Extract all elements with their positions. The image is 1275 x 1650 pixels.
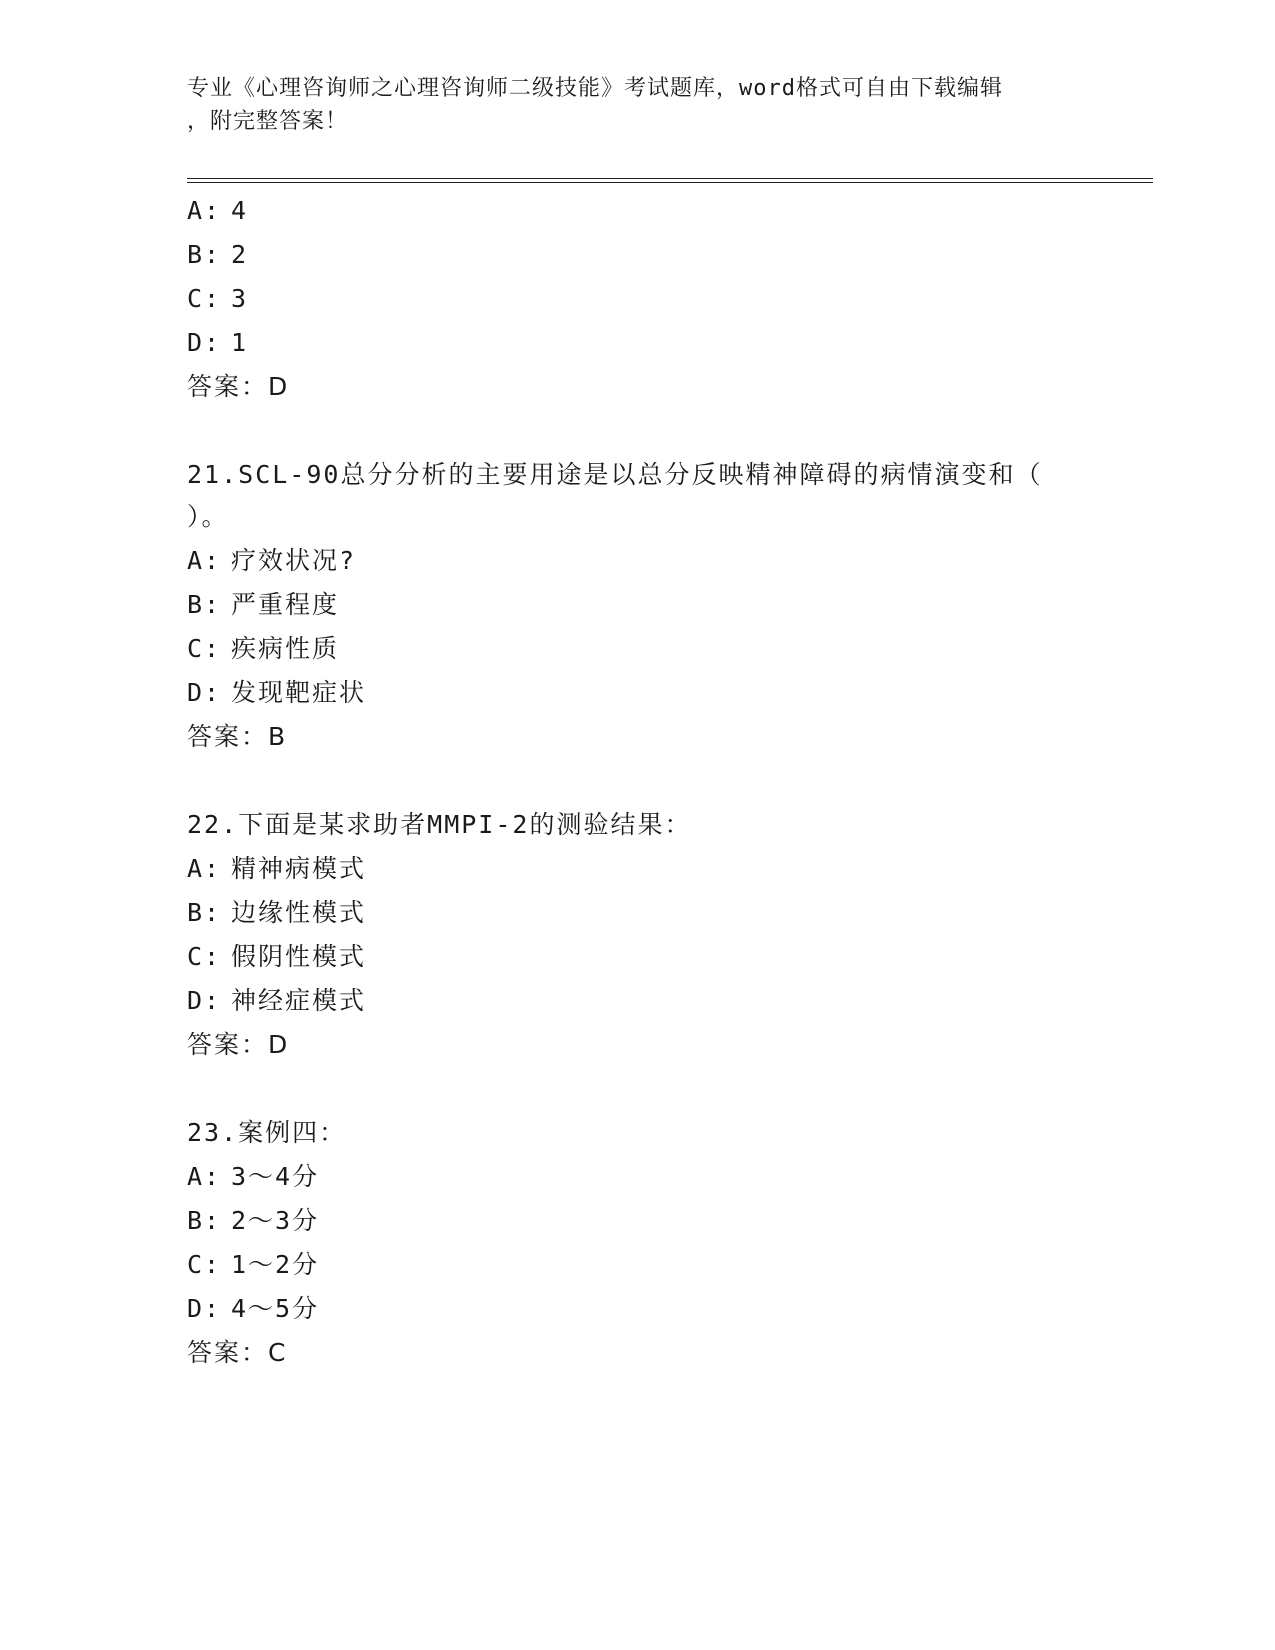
question-22-option-a: A: 精神病模式 — [187, 854, 367, 883]
prev-option-d: D: 1 — [187, 328, 249, 357]
question-23-answer: 答案：C — [187, 1338, 288, 1367]
question-22-option-c: C: 假阴性模式 — [187, 942, 367, 971]
question-23-stem: 23.案例四： — [187, 1118, 347, 1147]
question-23-option-b: B: 2～3分 — [187, 1206, 320, 1235]
question-23-option-d: D: 4～5分 — [187, 1294, 320, 1323]
question-22-answer: 答案：D — [187, 1030, 290, 1059]
question-22-option-b: B: 边缘性模式 — [187, 898, 367, 927]
prev-answer: 答案：D — [187, 372, 290, 401]
prev-option-b: B: 2 — [187, 240, 249, 269]
question-21-option-a: A: 疗效状况? — [187, 546, 357, 575]
header-line-2: ，附完整答案！ — [187, 109, 349, 134]
question-21-option-c: C: 疾病性质 — [187, 634, 340, 663]
header-rule-top — [187, 178, 1153, 179]
prev-option-c: C: 3 — [187, 284, 249, 313]
question-23-option-c: C: 1～2分 — [187, 1250, 320, 1279]
prev-option-a: A: 4 — [187, 196, 249, 225]
header-rule-bottom — [187, 182, 1153, 183]
question-21-option-d: D: 发现靶症状 — [187, 678, 367, 707]
question-23-option-a: A: 3～4分 — [187, 1162, 320, 1191]
document-header — [187, 72, 1087, 138]
question-21-option-b: B: 严重程度 — [187, 590, 340, 619]
question-22-stem: 22.下面是某求助者MMPI-2的测验结果： — [187, 810, 692, 839]
question-21-stem-line-1: 21.SCL-90总分分析的主要用途是以总分反映精神障碍的病情演变和（ — [187, 460, 1043, 489]
question-21-stem-line-2: ）。 — [187, 502, 229, 531]
question-22-option-d: D: 神经症模式 — [187, 986, 367, 1015]
question-21-answer: 答案：B — [187, 722, 288, 751]
header-line-1: 专业《心理咨询师之心理咨询师二级技能》考试题库，word格式可自由下载编辑 — [187, 76, 1003, 101]
